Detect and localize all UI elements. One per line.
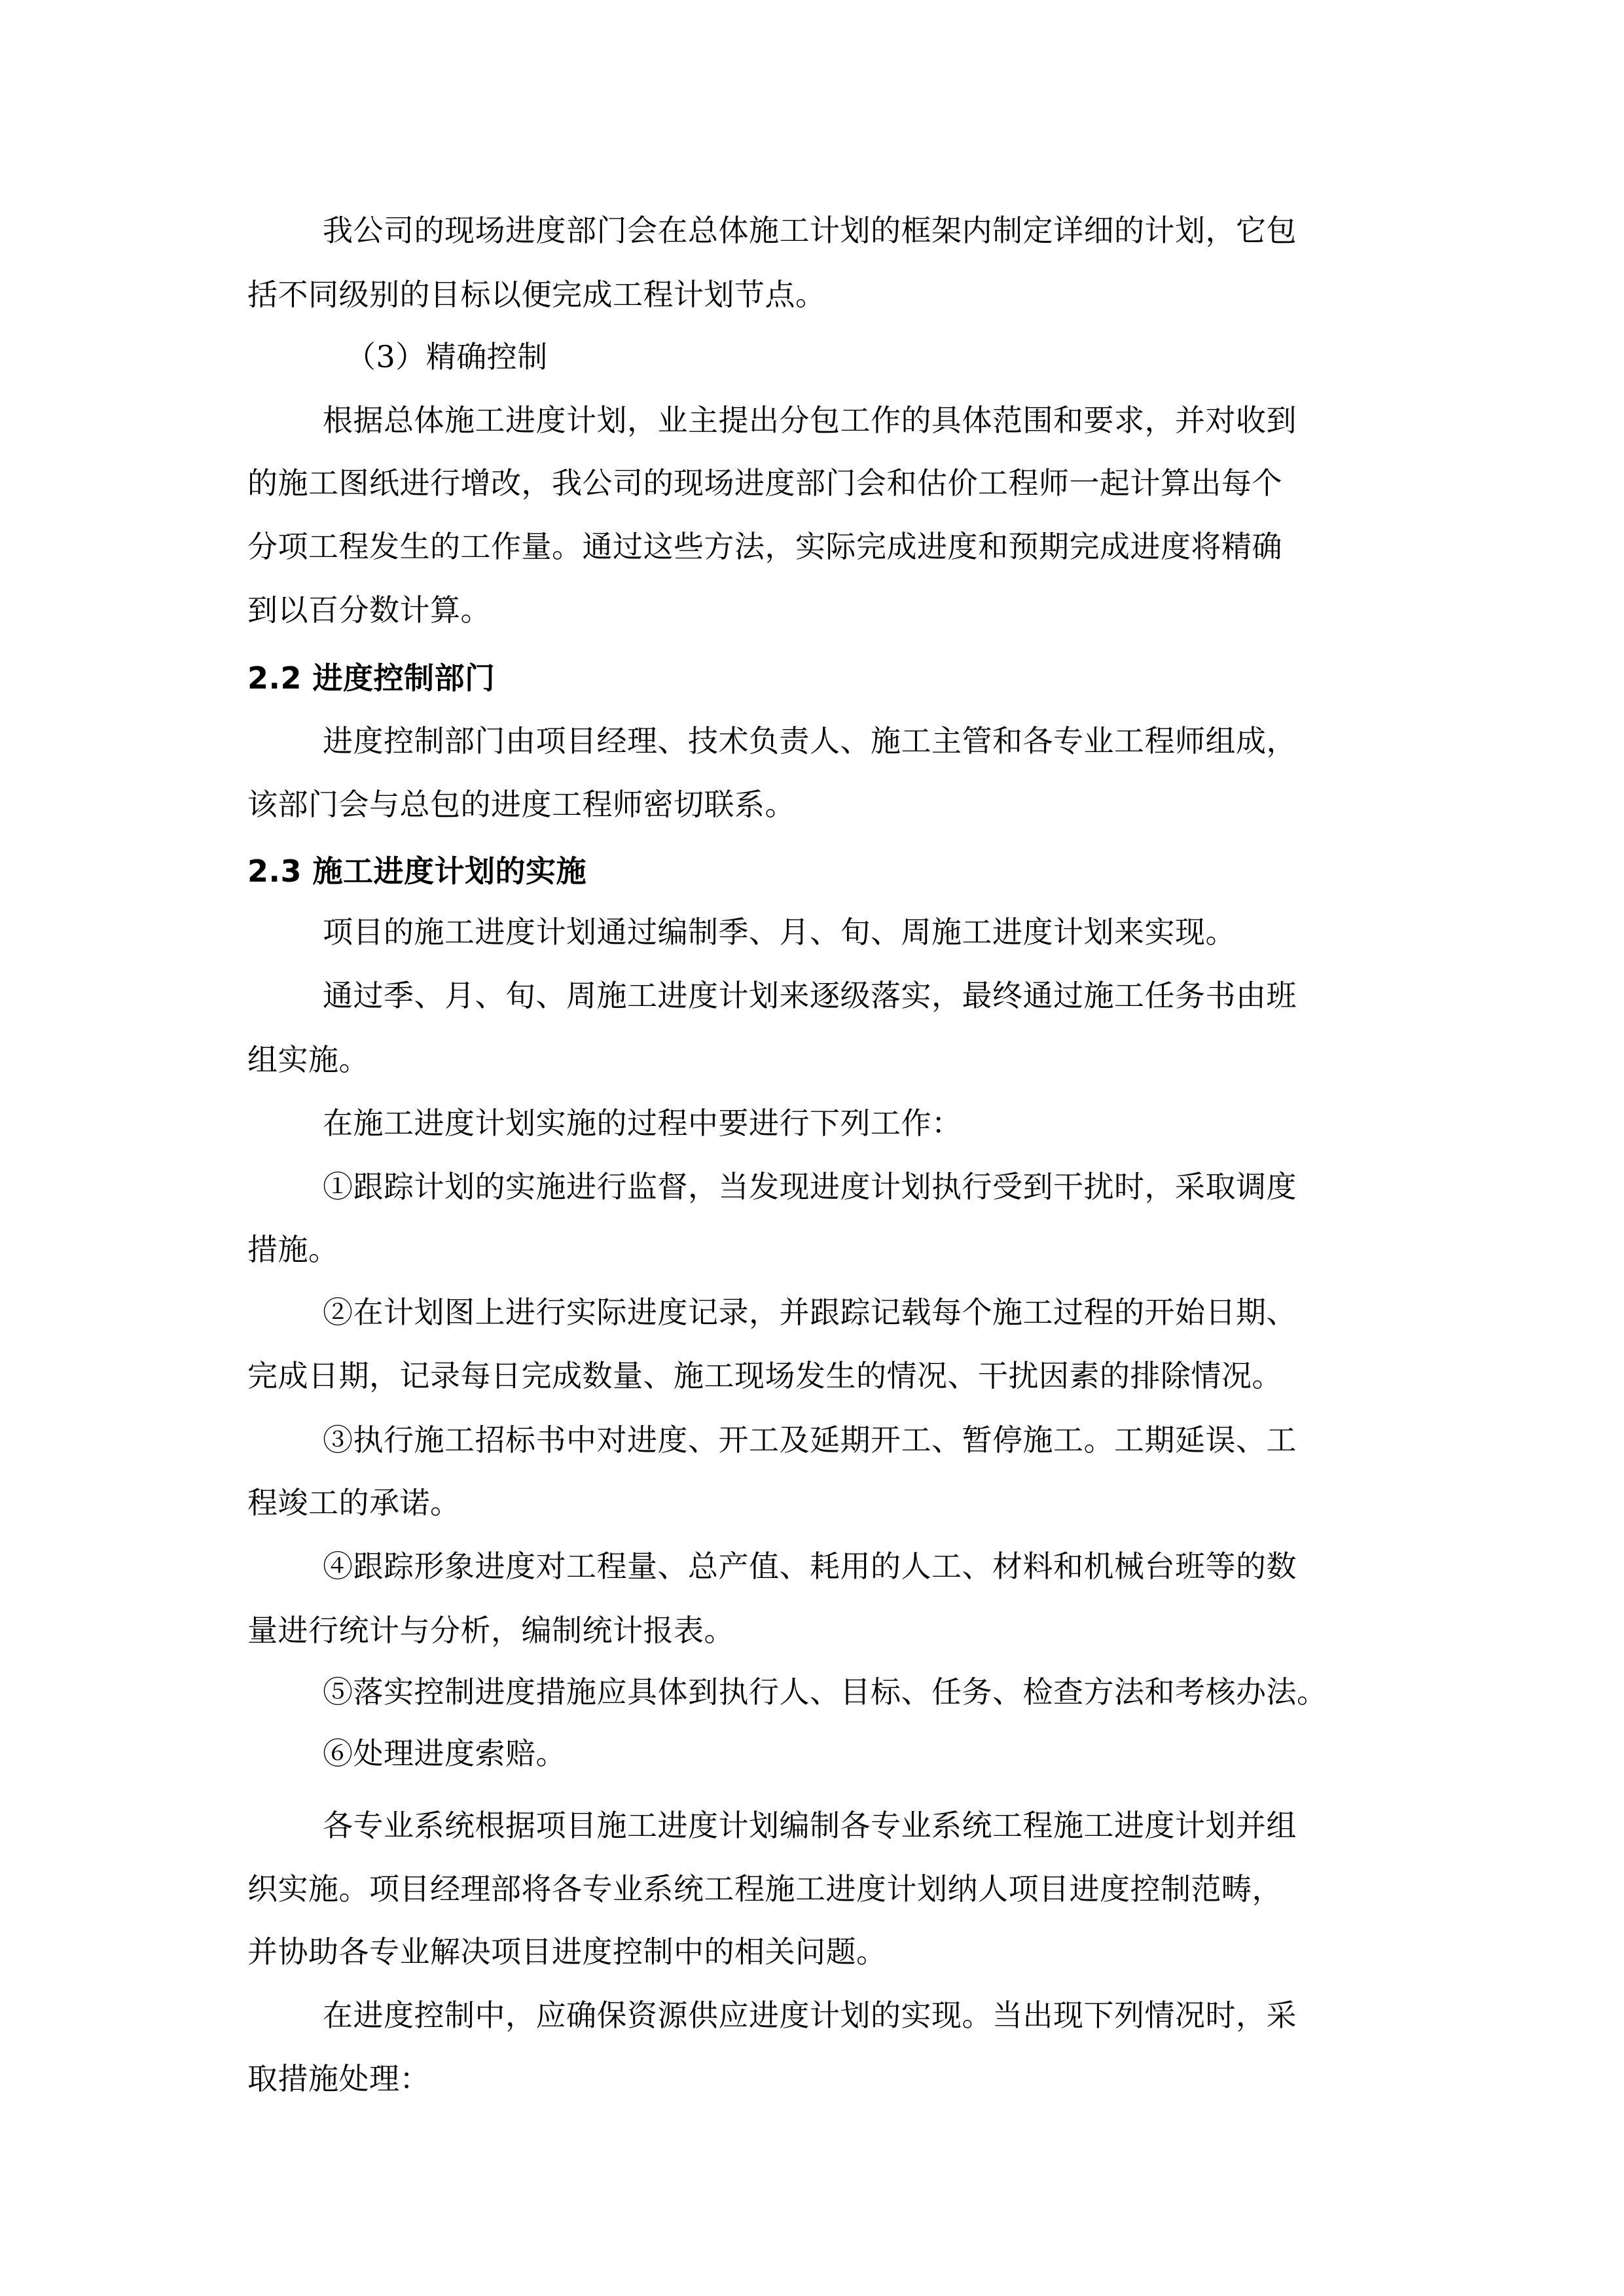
- paragraph-line: 括不同级别的目标以便完成工程计划节点。: [247, 277, 826, 312]
- list-item-line: ⑥处理进度索赔。: [323, 1736, 566, 1771]
- list-item-line: ④跟踪形象进度对工程量、总产值、耗用的人工、材料和机械台班等的数: [323, 1549, 1297, 1584]
- list-item-line: 措施。: [247, 1232, 339, 1267]
- paragraph-line: 的施工图纸进行增改，我公司的现场进度部门会和估价工程师一起计算出每个: [247, 465, 1282, 501]
- paragraph-line: 取措施处理：: [247, 2061, 430, 2096]
- paragraph-line: 进度控制部门由项目经理、技术负责人、施工主管和各专业工程师组成，: [323, 723, 1297, 759]
- list-item-line: ①跟踪计划的实施进行监督，当发现进度计划执行受到干扰时，采取调度: [323, 1169, 1297, 1204]
- section-heading: 2.2 进度控制部门: [247, 660, 496, 696]
- paragraph-line: 根据总体施工进度计划，业主提出分包工作的具体范围和要求，并对收到: [323, 403, 1297, 438]
- paragraph-line: 在施工进度计划实施的过程中要进行下列工作：: [323, 1105, 962, 1141]
- paragraph-line: 通过季、月、旬、周施工进度计划来逐级落实，最终通过施工任务书由班: [323, 978, 1297, 1013]
- list-item-line: 程竣工的承诺。: [247, 1485, 461, 1520]
- paragraph-line: 组实施。: [247, 1042, 369, 1077]
- list-item-line: ③执行施工招标书中对进度、开工及延期开工、暂停施工。工期延误、工: [323, 1422, 1297, 1458]
- paragraph-line: 我公司的现场进度部门会在总体施工计划的框架内制定详细的计划，它包: [323, 213, 1297, 248]
- paragraph-line: 项目的施工进度计划通过编制季、月、旬、周施工进度计划来实现。: [323, 914, 1236, 950]
- paragraph-line: 在进度控制中，应确保资源供应进度计划的实现。当出现下列情况时，采: [323, 1998, 1297, 2033]
- paragraph-line: 该部门会与总包的进度工程师密切联系。: [247, 787, 795, 822]
- subsection-heading: （3）精确控制: [346, 339, 548, 374]
- paragraph-line: 织实施。项目经理部将各专业系统工程施工进度计划纳人项目进度控制范畴，: [247, 1871, 1282, 1907]
- paragraph-line: 并协助各专业解决项目进度控制中的相关问题。: [247, 1934, 887, 1969]
- list-item-line: 量进行统计与分析，编制统计报表。: [247, 1613, 734, 1648]
- paragraph-line: 各专业系统根据项目施工进度计划编制各专业系统工程施工进度计划并组: [323, 1808, 1297, 1843]
- paragraph-line: 到以百分数计算。: [247, 592, 491, 628]
- list-item-line: 完成日期，记录每日完成数量、施工现场发生的情况、干扰因素的排除情况。: [247, 1358, 1282, 1393]
- list-item-line: ⑤落实控制进度措施应具体到执行人、目标、任务、检查方法和考核办法。: [323, 1674, 1327, 1710]
- paragraph-line: 分项工程发生的工作量。通过这些方法，实际完成进度和预期完成进度将精确: [247, 529, 1282, 564]
- list-item-line: ②在计划图上进行实际进度记录，并跟踪记载每个施工过程的开始日期、: [323, 1295, 1297, 1330]
- section-heading: 2.3 施工进度计划的实施: [247, 853, 587, 889]
